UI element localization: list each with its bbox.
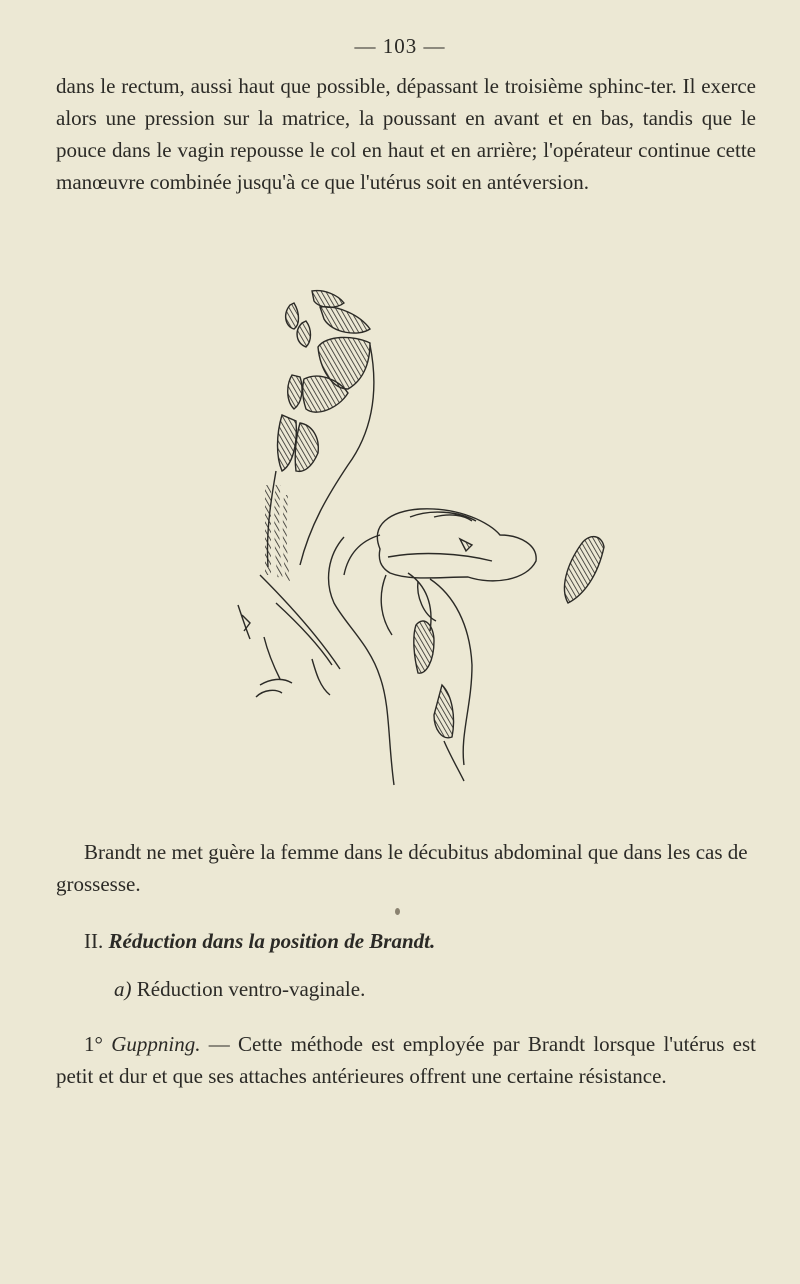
subsection-heading (114, 977, 365, 1002)
finger-segment (286, 303, 299, 329)
anatomical-illustration (220, 285, 620, 805)
paper-speck (395, 908, 400, 915)
subsection-title: Réduction ventro-vaginale. (136, 977, 366, 1001)
section-heading (84, 929, 435, 954)
page-number: — 103 — (354, 34, 446, 58)
paragraph-guppning (56, 1028, 756, 1092)
guppning-number: 1° (84, 1032, 103, 1056)
paragraph-top: dans le rectum, aussi haut que possible, dépassant le troisième sphinc-ter. Il exerce alors une pression sur la matrice, la poussant en avant et en bas, tandis que le pouce dans le vagin repousse le col en haut et en arrière; l'opérateur continue cette manœuvre combinée jusqu'à ce que l'utérus soit en antéversion. (56, 74, 756, 194)
paragraph-brandt: Brandt ne met guère la femme dans le décubitus abdominal que dans les cas de grossesse. (56, 840, 748, 896)
anatomical-illustration-icon (220, 285, 620, 805)
guppning-term: Guppning. (111, 1032, 201, 1056)
section-number: II. (84, 929, 104, 953)
subsection-letter: a) (114, 977, 132, 1001)
guppning-body: — Cette méthode est employée par Brandt lorsque l'utérus est petit et dur et que ses attaches antérieures offrent une certaine résistance. (56, 1032, 757, 1088)
section-title: Réduction dans la position de Brandt. (108, 929, 436, 953)
